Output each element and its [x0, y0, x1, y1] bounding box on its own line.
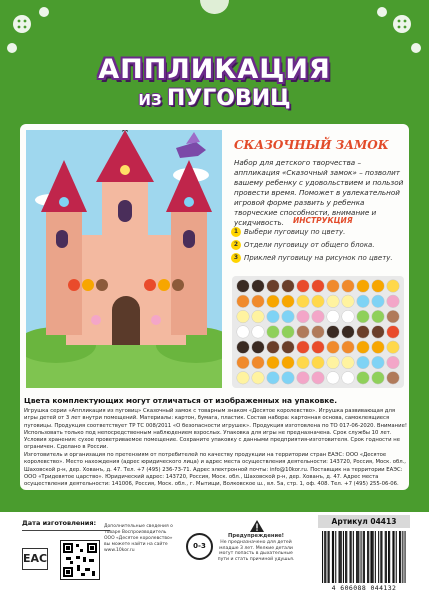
sheet-button	[387, 326, 400, 339]
sheet-button	[237, 341, 250, 354]
legal-paragraph-1: Игрушка серии «Аппликация из пуговиц» Сказочный замок с товарным знаком «Десятое королевство». Игрушка развивающая для игры детей от 3 лет внутри помещений. Материалы: картон, бумага, пластик. Состав набора: картонная основа, самоклеящиеся пуговицы. Продукция соответствует ТР ТС 008/2011 «О безопасности игрушек». Продукция изготовлена по ТО 017-06-2020. Внимание! Использовать только под непосредственным наблюдением взрослых. Упаковка для игры не предназначена. Срок службы 10 лет. Условия хранения: сухое проветриваемое помещение. Сохраните упаковку с данными предприятия-изготовителя. Срок годности не ограничен. Сделано в России.	[24, 408, 407, 451]
sheet-button	[357, 341, 370, 354]
sheet-button	[312, 372, 325, 385]
sheet-button	[297, 356, 310, 369]
sheet-button	[252, 310, 265, 323]
sheet-button	[267, 372, 280, 385]
instruction-step-2: 2 Отдели пуговицу от общего блока.	[244, 241, 404, 250]
sheet-button	[297, 310, 310, 323]
castle-illustration	[26, 130, 222, 388]
sheet-button	[342, 280, 355, 293]
sheet-button	[282, 295, 295, 308]
sheet-button	[327, 372, 340, 385]
sheet-button	[312, 356, 325, 369]
sheet-button	[372, 326, 385, 339]
sheet-button	[237, 356, 250, 369]
sheet-button	[312, 295, 325, 308]
sheet-button	[282, 280, 295, 293]
sheet-button	[282, 341, 295, 354]
sheet-button	[342, 341, 355, 354]
sheet-button	[252, 341, 265, 354]
sheet-button	[342, 372, 355, 385]
product-title: СКАЗОЧНЫЙ ЗАМОК	[234, 138, 389, 152]
sheet-button	[237, 326, 250, 339]
sheet-button	[282, 310, 295, 323]
sheet-button	[372, 372, 385, 385]
qr-code	[60, 540, 100, 580]
sheet-button	[312, 310, 325, 323]
sheet-button	[387, 280, 400, 293]
sheet-button	[267, 310, 280, 323]
sheet-button	[267, 326, 280, 339]
sheet-button	[297, 295, 310, 308]
sheet-button	[282, 356, 295, 369]
sheet-button	[327, 326, 340, 339]
sheet-button	[312, 341, 325, 354]
sheet-button	[342, 326, 355, 339]
sheet-button	[387, 372, 400, 385]
product-description: Набор для детского творчества – аппликация «Сказочный замок» – позволит вашему ребенку с удовольствием и пользой провести время. Поможет в увлекательной игровой форме развить у ребенка творческие способности, внимание и усидчивость.	[234, 158, 404, 227]
sheet-button	[357, 280, 370, 293]
eac-mark: ЕАС	[22, 548, 48, 570]
legal-paragraph-2: Изготовитель и организация по претензиям от потребителей по качеству продукции на территории стран ЕАЭС: ООО «Десятое королевство». Место нахождения (адрес юридического лица) и адрес места осуществления деятельности: 143720, Россия, Моск. обл., Шаховской р-н, дер. Хованъ, д. 47. Тел. +7 (495) 236-73-71. Адрес электронной почты: info@10kor.ru. Поставщик на территории ЕАЭС: ООО «Тридевятое царство». Юридический адрес: 143720, Россия, Моск. обл., Шаховской р-н, дер. Хованъ, д. 47. Адрес места осуществления деятельности: 141006, Россия, Моск. обл., г. Мытищи, Волковское ш., вл. 5а, стр. 1, оф. 408. Тел. +7 (495) 255-06-06.	[24, 452, 406, 488]
sheet-button	[342, 295, 355, 308]
sheet-button	[237, 295, 250, 308]
sheet-button	[312, 326, 325, 339]
date-line	[22, 530, 110, 531]
sheet-button	[387, 356, 400, 369]
logo-line-2: ИЗ ПУГОВИЦ	[138, 86, 291, 111]
sheet-button	[267, 356, 280, 369]
sheet-button	[267, 280, 280, 293]
sheet-button	[252, 295, 265, 308]
logo-line-1: АППЛИКАЦИЯ	[98, 54, 331, 85]
sheet-button	[327, 310, 340, 323]
sheet-button	[297, 280, 310, 293]
sheet-button	[282, 372, 295, 385]
sheet-button	[357, 310, 370, 323]
instructions-heading: ИНСТРУКЦИЯ	[293, 216, 353, 225]
sheet-button	[372, 356, 385, 369]
sheet-button	[372, 280, 385, 293]
sheet-button	[297, 341, 310, 354]
instruction-step-1: 1 Выбери пуговицу по цвету.	[244, 228, 404, 237]
article-number: Артикул 04413	[318, 515, 410, 528]
sheet-button	[357, 326, 370, 339]
sheet-button	[372, 295, 385, 308]
sheet-button	[237, 280, 250, 293]
sheet-button	[372, 341, 385, 354]
sheet-button	[267, 341, 280, 354]
sheet-button	[267, 295, 280, 308]
manufacture-date-label: Дата изготовления:	[22, 519, 97, 527]
sheet-button	[357, 356, 370, 369]
sheet-button	[342, 356, 355, 369]
sheet-button	[342, 310, 355, 323]
sheet-button	[387, 310, 400, 323]
color-notice: Цвета комплектующих могут отличаться от изображенных на упаковке.	[24, 396, 338, 405]
sheet-button	[252, 372, 265, 385]
sheet-button	[282, 326, 295, 339]
sheet-button	[297, 372, 310, 385]
sheet-button	[387, 341, 400, 354]
sheet-button	[237, 310, 250, 323]
sheet-button	[297, 326, 310, 339]
sheet-button	[252, 280, 265, 293]
qr-pattern	[61, 541, 99, 579]
barcode-number: 4 606088 044132	[331, 584, 397, 592]
age-mark: 0-3	[186, 533, 213, 560]
sheet-button	[327, 280, 340, 293]
instruction-step-3: 3 Приклей пуговицу на рисунок по цвету.	[244, 254, 404, 263]
barcode	[318, 531, 410, 585]
sheet-button	[252, 356, 265, 369]
sheet-button	[327, 356, 340, 369]
sheet-button	[372, 310, 385, 323]
sheet-button	[357, 372, 370, 385]
sheet-button	[387, 295, 400, 308]
sheet-button	[327, 341, 340, 354]
warning-text: Предупреждение! Не предназначено для детей младше 3 лет. Мелкие детали могут попасть в дыхательные пути и стать причиной удушья.	[217, 533, 295, 563]
sheet-button	[327, 295, 340, 308]
sheet-button	[357, 295, 370, 308]
button-sheet	[232, 276, 404, 388]
sheet-button	[312, 280, 325, 293]
sheet-button	[237, 372, 250, 385]
warning-icon	[250, 520, 264, 532]
extra-info: Дополнительные сведения о товаре Воспроизводитель ООО «Десятое королевство» вы можете найти на сайте www.10kor.ru	[104, 524, 173, 553]
sheet-button	[252, 326, 265, 339]
